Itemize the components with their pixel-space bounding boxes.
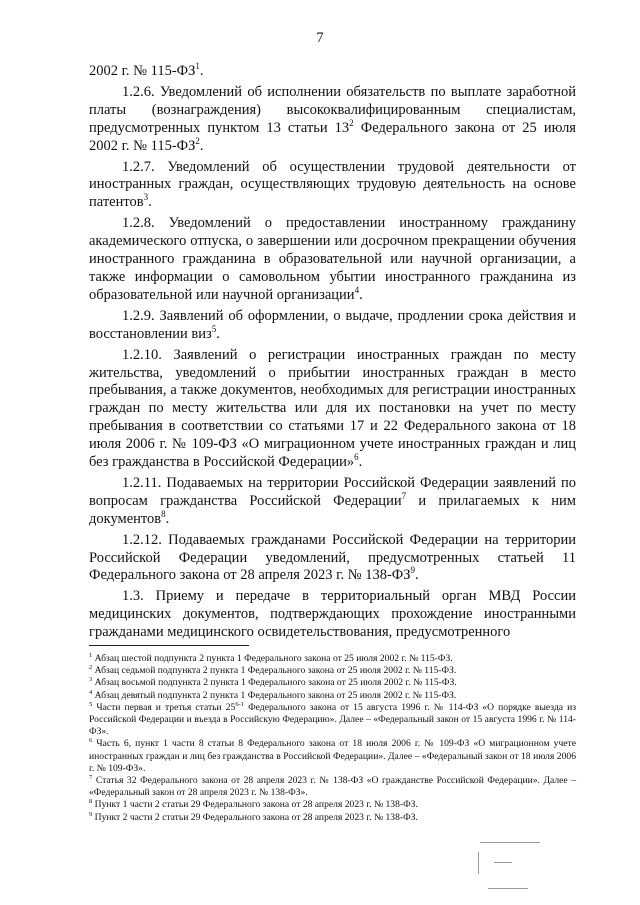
footnote-9: $^9$ Пункт 2 части 2 статьи 29 Федерального закона от 28 апреля 2023 г. № 138-ФЗ.: [89, 810, 418, 823]
scan-artifact: [488, 888, 528, 889]
footnote-2: $^2$ Абзац седьмой подпункта 2 пункта 1 Федерального закона от 25 июля 2002 г. № 115-ФЗ.: [89, 664, 457, 677]
footnote-ref: 8: [161, 508, 166, 519]
scan-artifact: [478, 852, 479, 874]
footnote-8: $^8$ Пункт 1 части 2 статьи 29 Федерального закона от 28 апреля 2023 г. № 138-ФЗ.: [89, 798, 418, 811]
footnotes: [89, 653, 576, 824]
paragraph-1-2-6: 1.2.6. Уведомлений об исполнении обязательств по выплате заработной платы (вознаграждения) высококвалифицированным специалистам, предусмотренных пунктом 13 статьи $13^2$ Федерального закона от 25 июля 2002 г. № $115-ФЗ^2$.: [89, 83, 576, 154]
footnote-7: $^7$ Статья 32 Федерального закона от 28 апреля 2023 г. № 138-ФЗ «О гражданстве Российской Федерации». Далее – «Федеральный закон от 28 апреля 2023 г. № 138-ФЗ».: [89, 773, 577, 799]
paragraph-1-2-12: 1.2.12. Подаваемых гражданами Российской Федерации на территории Российской Федерации уведомлений, предусмотренных статьей 11 Федерального закона от 28 апреля 2023 г. № $138-ФЗ^9$.: [89, 531, 576, 584]
paragraph-1-2-7: 1.2.7. Уведомлений об осуществлении трудовой деятельности от иностранных граждан, осуществляющих трудовую деятельность на основе патентов$^3$.: [89, 158, 576, 211]
footnote-ref: 3: [143, 192, 149, 203]
footnote-ref: 2: [195, 135, 200, 146]
footnote-ref: 6: [354, 452, 359, 463]
footnote-separator: [89, 645, 249, 646]
footnote-ref: 4: [354, 285, 360, 296]
footnote-ref: 1: [195, 61, 200, 72]
footnote-5: $^5$ Части первая и третья статьи 25$^{6-1}$ Федерального закона от 15 августа 1996 г. № 114-ФЗ «О порядке выезда из Российской Федерации и въезда в Российскую Федерацию». Далее – «Федеральный закон от 15 августа 1996 г. № 114-ФЗ».: [89, 700, 577, 738]
paragraph-1-2-11: 1.2.11. Подаваемых на территории Российской Федерации заявлений по вопросам гражданства Российской Федерации$^7$ и прилагаемых к ним документов$^8$.: [89, 474, 576, 527]
paragraph-1-2-10: 1.2.10. Заявлений о регистрации иностранных граждан по месту жительства, уведомлений о прибытии иностранных граждан в место пребывания, а также документов, необходимых для регистрации иностранных граждан по месту жительства или для их постановки на учет по месту пребывания в соответствии со статьями 17 и 22 Федерального закона от 18 июля 2006 г. № 109-ФЗ «О миграционном учете иностранных граждан и лиц без гражданства в Российской Федерации»$^6$.: [89, 346, 576, 471]
footnote-6: $^6$ Часть 6, пункт 1 части 8 статьи 8 Федерального закона от 18 июля 2006 г. № 109-ФЗ «О миграционном учете иностранных граждан и лиц без гражданства в Российской Федерации». Далее – «Федеральный закон от 18 июля 2006 г. № 109-ФЗ».: [89, 737, 576, 774]
footnote-ref: 7: [401, 491, 407, 502]
paragraph-1-2-9: 1.2.9. Заявлений об оформлении, о выдаче, продлении срока действия и восстановлении виз$^5$.: [89, 307, 576, 342]
footnote-1: $^1$ Абзац шестой подпункта 2 пункта 1 Федерального закона от 25 июля 2002 г. № 115-ФЗ.: [89, 651, 453, 664]
paragraph-continuation: 2002 г. № $115-ФЗ^1$.: [89, 61, 204, 79]
paragraph-1-3: 1.3. Приему и передаче в территориальный орган МВД России медицинских документов, подтверждающих прохождение иностранными гражданами медицинского освидетельствования, предусмотренного: [89, 588, 576, 641]
paragraph-1-2-8: 1.2.8. Уведомлений о предоставлении иностранному гражданину академического отпуска, о завершении или досрочном прекращении обучения иностранного гражданина в образовательной или научной организации, а также информации о самовольном убытии иностранного гражданина из образовательной или научной организации$^4$.: [89, 215, 576, 303]
page-number: 7: [316, 30, 324, 46]
footnote-4: $^4$ Абзац девятый подпункта 2 пункта 1 Федерального закона от 25 июля 2002 г. № 115-ФЗ.: [89, 688, 457, 701]
scan-artifact: [494, 862, 512, 863]
footnote-ref: 9: [410, 565, 415, 576]
footnote-ref: 5: [211, 323, 217, 334]
scan-artifact: [480, 842, 540, 843]
footnote-3: $^3$ Абзац восьмой подпункта 2 пункта 1 Федерального закона от 25 июля 2002 г. № 115-ФЗ.: [89, 676, 457, 689]
main-text: [89, 63, 576, 645]
